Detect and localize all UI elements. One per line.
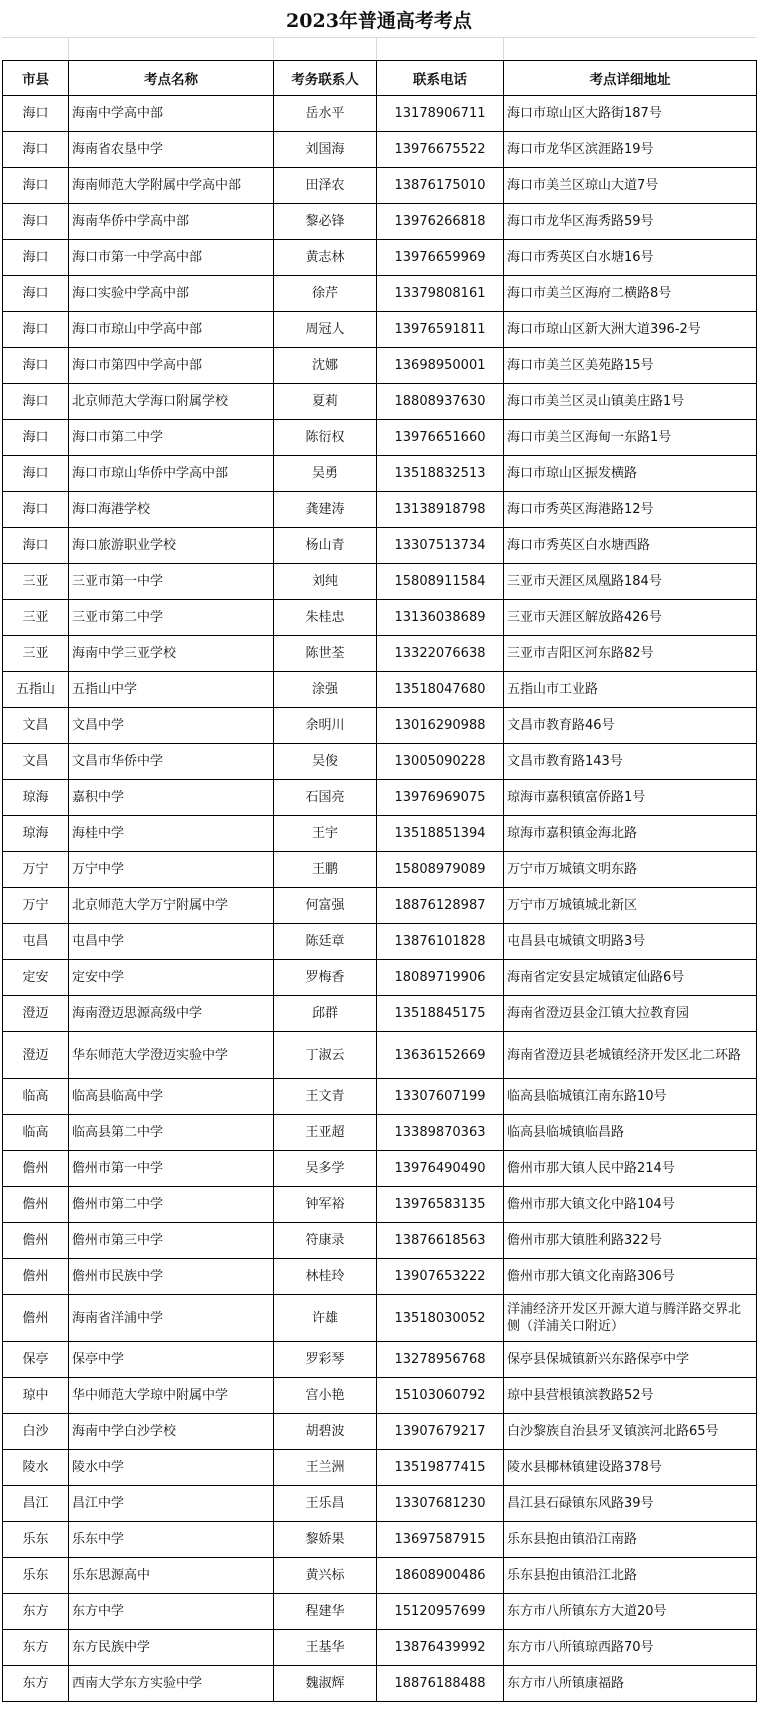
cell-contact[interactable]: 黎娇果 (274, 1522, 377, 1558)
cell-address[interactable]: 屯昌县屯城镇文明路3号 (504, 924, 757, 960)
cell-school[interactable]: 三亚市第一中学 (69, 564, 274, 600)
cell-phone[interactable]: 13136038689 (377, 600, 504, 636)
table-row (3, 564, 757, 600)
cell-school[interactable]: 保亭中学 (69, 1342, 274, 1378)
cell-school[interactable]: 临高县临高中学 (69, 1079, 274, 1115)
cell-city[interactable]: 琼海 (3, 780, 69, 816)
table-row (3, 1187, 757, 1223)
cell-contact[interactable]: 王文青 (274, 1079, 377, 1115)
table-row (3, 1450, 757, 1486)
cell-city[interactable]: 海口 (3, 96, 69, 132)
cell-address[interactable]: 海口市美兰区灵山镇美庄路1号 (504, 384, 757, 420)
cell-address[interactable]: 琼海市嘉积镇富侨路1号 (504, 780, 757, 816)
cell-school[interactable]: 海南中学白沙学校 (69, 1414, 274, 1450)
cell-school[interactable]: 海南师范大学附属中学高中部 (69, 168, 274, 204)
cell-school[interactable]: 乐东思源高中 (69, 1558, 274, 1594)
cell-address[interactable]: 临高县临城镇临昌路 (504, 1115, 757, 1151)
cell-address[interactable]: 儋州市那大镇人民中路214号 (504, 1151, 757, 1187)
cell-address[interactable]: 儋州市那大镇文化南路306号 (504, 1259, 757, 1295)
cell-contact[interactable]: 沈娜 (274, 348, 377, 384)
cell-contact[interactable]: 岳水平 (274, 96, 377, 132)
cell-contact[interactable]: 周冠人 (274, 312, 377, 348)
table-row (3, 888, 757, 924)
cell-city[interactable]: 五指山 (3, 672, 69, 708)
cell-city[interactable]: 三亚 (3, 636, 69, 672)
cell-address[interactable]: 海南省定安县定城镇定仙路6号 (504, 960, 757, 996)
cell-city[interactable]: 海口 (3, 168, 69, 204)
cell-phone[interactable]: 18808937630 (377, 384, 504, 420)
cell-address[interactable]: 保亭县保城镇新兴东路保亭中学 (504, 1342, 757, 1378)
cell-contact[interactable]: 林桂玲 (274, 1259, 377, 1295)
cell-phone[interactable]: 13876439992 (377, 1630, 504, 1666)
cell-phone[interactable]: 13976651660 (377, 420, 504, 456)
cell-contact[interactable]: 陈衍权 (274, 420, 377, 456)
cell-contact[interactable]: 朱桂忠 (274, 600, 377, 636)
cell-school[interactable]: 海南华侨中学高中部 (69, 204, 274, 240)
cell-city[interactable]: 海口 (3, 204, 69, 240)
cell-contact[interactable]: 丁淑云 (274, 1032, 377, 1079)
cell-phone[interactable]: 18089719906 (377, 960, 504, 996)
cell-address[interactable]: 海南省澄迈县老城镇经济开发区北二环路 (504, 1032, 757, 1079)
cell-school[interactable]: 华东师范大学澄迈实验中学 (69, 1032, 274, 1079)
cell-contact[interactable]: 钟军裕 (274, 1187, 377, 1223)
cell-phone[interactable]: 13976969075 (377, 780, 504, 816)
cell-phone[interactable]: 13005090228 (377, 744, 504, 780)
cell-school[interactable]: 海口市琼山华侨中学高中部 (69, 456, 274, 492)
cell-address[interactable]: 东方市八所镇东方大道20号 (504, 1594, 757, 1630)
cell-school[interactable]: 儋州市第二中学 (69, 1187, 274, 1223)
cell-school[interactable]: 东方民族中学 (69, 1630, 274, 1666)
cell-contact[interactable]: 许雄 (274, 1295, 377, 1342)
cell-address[interactable]: 文昌市教育路143号 (504, 744, 757, 780)
cell-address[interactable]: 海口市琼山区振发横路 (504, 456, 757, 492)
gridline (273, 38, 274, 60)
cell-phone[interactable]: 13976583135 (377, 1187, 504, 1223)
table-row (3, 1486, 757, 1522)
cell-contact[interactable]: 魏淑辉 (274, 1666, 377, 1702)
cell-contact[interactable]: 王乐昌 (274, 1486, 377, 1522)
cell-contact[interactable]: 吴多学 (274, 1151, 377, 1187)
cell-address[interactable]: 三亚市吉阳区河东路82号 (504, 636, 757, 672)
cell-school[interactable]: 乐东中学 (69, 1522, 274, 1558)
cell-address[interactable]: 儋州市那大镇胜利路322号 (504, 1223, 757, 1259)
cell-city[interactable]: 海口 (3, 348, 69, 384)
cell-contact[interactable]: 罗梅香 (274, 960, 377, 996)
cell-phone[interactable]: 18876128987 (377, 888, 504, 924)
header-phone: 联系电话 (377, 61, 504, 96)
cell-school[interactable]: 北京师范大学海口附属学校 (69, 384, 274, 420)
cell-contact[interactable]: 杨山青 (274, 528, 377, 564)
gridline (68, 38, 69, 60)
cell-school[interactable]: 华中师范大学琼中附属中学 (69, 1378, 274, 1414)
cell-city[interactable]: 海口 (3, 240, 69, 276)
cell-school[interactable]: 海口实验中学高中部 (69, 276, 274, 312)
cell-phone[interactable]: 13976490490 (377, 1151, 504, 1187)
cell-school[interactable]: 儋州市第一中学 (69, 1151, 274, 1187)
cell-address[interactable]: 琼海市嘉积镇金海北路 (504, 816, 757, 852)
cell-phone[interactable]: 15808979089 (377, 852, 504, 888)
cell-city[interactable]: 乐东 (3, 1522, 69, 1558)
table-row (3, 780, 757, 816)
cell-address[interactable]: 临高县临城镇江南东路10号 (504, 1079, 757, 1115)
cell-address[interactable]: 海口市秀英区海港路12号 (504, 492, 757, 528)
table-row (3, 96, 757, 132)
header-contact: 考务联系人 (274, 61, 377, 96)
cell-city[interactable]: 白沙 (3, 1414, 69, 1450)
table-row (3, 456, 757, 492)
cell-school[interactable]: 海南中学三亚学校 (69, 636, 274, 672)
cell-phone[interactable]: 13976659969 (377, 240, 504, 276)
cell-phone[interactable]: 18876188488 (377, 1666, 504, 1702)
cell-phone[interactable]: 13307513734 (377, 528, 504, 564)
cell-contact[interactable]: 王基华 (274, 1630, 377, 1666)
cell-address[interactable]: 三亚市天涯区解放路426号 (504, 600, 757, 636)
cell-contact[interactable]: 石国亮 (274, 780, 377, 816)
table-row (3, 672, 757, 708)
cell-phone[interactable]: 13138918798 (377, 492, 504, 528)
table-row (3, 924, 757, 960)
cell-school[interactable]: 北京师范大学万宁附属中学 (69, 888, 274, 924)
cell-phone[interactable]: 15103060792 (377, 1378, 504, 1414)
cell-contact[interactable]: 吴勇 (274, 456, 377, 492)
cell-contact[interactable]: 田泽农 (274, 168, 377, 204)
cell-school[interactable]: 海南省农垦中学 (69, 132, 274, 168)
header-address: 考点详细地址 (504, 61, 757, 96)
cell-contact[interactable]: 黎必锋 (274, 204, 377, 240)
cell-address[interactable]: 海口市美兰区美苑路15号 (504, 348, 757, 384)
cell-phone[interactable]: 13907653222 (377, 1259, 504, 1295)
cell-contact[interactable]: 黄兴标 (274, 1558, 377, 1594)
cell-city[interactable]: 儋州 (3, 1295, 69, 1342)
cell-contact[interactable]: 吴俊 (274, 744, 377, 780)
cell-city[interactable]: 陵水 (3, 1450, 69, 1486)
cell-phone[interactable]: 13518047680 (377, 672, 504, 708)
cell-address[interactable]: 海口市龙华区滨涯路19号 (504, 132, 757, 168)
table-row (3, 1295, 757, 1342)
cell-phone[interactable]: 13178906711 (377, 96, 504, 132)
table-row (3, 1594, 757, 1630)
cell-contact[interactable]: 邱群 (274, 996, 377, 1032)
cell-phone[interactable]: 13976266818 (377, 204, 504, 240)
cell-contact[interactable]: 黄志林 (274, 240, 377, 276)
cell-city[interactable]: 澄迈 (3, 1032, 69, 1079)
cell-school[interactable]: 三亚市第二中学 (69, 600, 274, 636)
cell-address[interactable]: 文昌市教育路46号 (504, 708, 757, 744)
table-row (3, 1079, 757, 1115)
cell-school[interactable]: 东方中学 (69, 1594, 274, 1630)
cell-school[interactable]: 海口旅游职业学校 (69, 528, 274, 564)
cell-school[interactable]: 陵水中学 (69, 1450, 274, 1486)
cell-city[interactable]: 海口 (3, 132, 69, 168)
table-row (3, 996, 757, 1032)
cell-phone[interactable]: 13518832513 (377, 456, 504, 492)
cell-city[interactable]: 文昌 (3, 708, 69, 744)
table-row (3, 1666, 757, 1702)
cell-phone[interactable]: 13518845175 (377, 996, 504, 1032)
cell-city[interactable]: 临高 (3, 1079, 69, 1115)
cell-contact[interactable]: 王鹏 (274, 852, 377, 888)
cell-city[interactable]: 保亭 (3, 1342, 69, 1378)
cell-address[interactable]: 乐东县抱由镇沿江南路 (504, 1522, 757, 1558)
cell-school[interactable]: 定安中学 (69, 960, 274, 996)
cell-address[interactable]: 海口市秀英区白水塘西路 (504, 528, 757, 564)
cell-phone[interactable]: 13976675522 (377, 132, 504, 168)
cell-address[interactable]: 万宁市万城镇文明东路 (504, 852, 757, 888)
table-row (3, 636, 757, 672)
cell-city[interactable]: 琼海 (3, 816, 69, 852)
cell-phone[interactable]: 13876101828 (377, 924, 504, 960)
table-row (3, 1259, 757, 1295)
table-row (3, 240, 757, 276)
cell-contact[interactable]: 涂强 (274, 672, 377, 708)
cell-phone[interactable]: 13518030052 (377, 1295, 504, 1342)
cell-school[interactable]: 文昌中学 (69, 708, 274, 744)
cell-school[interactable]: 文昌市华侨中学 (69, 744, 274, 780)
cell-city[interactable]: 海口 (3, 384, 69, 420)
cell-phone[interactable]: 13389870363 (377, 1115, 504, 1151)
table-row (3, 600, 757, 636)
cell-city[interactable]: 东方 (3, 1630, 69, 1666)
table-row (3, 1032, 757, 1079)
gridline (376, 38, 377, 60)
cell-school[interactable]: 万宁中学 (69, 852, 274, 888)
table-row (3, 384, 757, 420)
cell-address[interactable]: 海口市琼山区新大洲大道396-2号 (504, 312, 757, 348)
table-row (3, 1558, 757, 1594)
cell-contact[interactable]: 程建华 (274, 1594, 377, 1630)
cell-city[interactable]: 琼中 (3, 1378, 69, 1414)
cell-city[interactable]: 海口 (3, 456, 69, 492)
cell-phone[interactable]: 13976591811 (377, 312, 504, 348)
cell-contact[interactable]: 刘国海 (274, 132, 377, 168)
cell-address[interactable]: 海南省澄迈县金江镇大拉教育园 (504, 996, 757, 1032)
cell-contact[interactable]: 王亚超 (274, 1115, 377, 1151)
cell-phone[interactable]: 13518851394 (377, 816, 504, 852)
table-row (3, 816, 757, 852)
cell-phone[interactable]: 13307681230 (377, 1486, 504, 1522)
table-row (3, 1115, 757, 1151)
cell-school[interactable]: 海南澄迈思源高级中学 (69, 996, 274, 1032)
cell-address[interactable]: 东方市八所镇琼西路70号 (504, 1630, 757, 1666)
table-row (3, 1378, 757, 1414)
table-row (3, 528, 757, 564)
cell-school[interactable]: 嘉积中学 (69, 780, 274, 816)
cell-city[interactable]: 东方 (3, 1594, 69, 1630)
cell-contact[interactable]: 王宇 (274, 816, 377, 852)
cell-school[interactable]: 海南省洋浦中学 (69, 1295, 274, 1342)
cell-city[interactable]: 乐东 (3, 1558, 69, 1594)
table-row (3, 1522, 757, 1558)
cell-address[interactable]: 海口市美兰区海甸一东路1号 (504, 420, 757, 456)
cell-phone[interactable]: 15120957699 (377, 1594, 504, 1630)
cell-phone[interactable]: 13907679217 (377, 1414, 504, 1450)
cell-city[interactable]: 万宁 (3, 888, 69, 924)
table-row (3, 492, 757, 528)
table-row (3, 708, 757, 744)
cell-address[interactable]: 琼中县营根镇滨教路52号 (504, 1378, 757, 1414)
cell-contact[interactable]: 胡碧波 (274, 1414, 377, 1450)
cell-address[interactable]: 海口市秀英区白水塘16号 (504, 240, 757, 276)
cell-address[interactable]: 洋浦经济开发区开源大道与腾洋路交界北侧（洋浦关口附近） (504, 1295, 757, 1342)
cell-phone[interactable]: 18608900486 (377, 1558, 504, 1594)
cell-city[interactable]: 儋州 (3, 1187, 69, 1223)
cell-contact[interactable]: 陈廷章 (274, 924, 377, 960)
cell-phone[interactable]: 13876175010 (377, 168, 504, 204)
cell-city[interactable]: 万宁 (3, 852, 69, 888)
cell-phone[interactable]: 13322076638 (377, 636, 504, 672)
blank-row (2, 38, 756, 61)
cell-school[interactable]: 西南大学东方实验中学 (69, 1666, 274, 1702)
cell-address[interactable]: 万宁市万城镇城北新区 (504, 888, 757, 924)
cell-address[interactable]: 乐东县抱由镇沿江北路 (504, 1558, 757, 1594)
cell-phone[interactable]: 13876618563 (377, 1223, 504, 1259)
cell-city[interactable]: 海口 (3, 276, 69, 312)
gridline (503, 38, 504, 60)
exam-sites-table (2, 60, 757, 1702)
table-row (3, 1223, 757, 1259)
cell-city[interactable]: 儋州 (3, 1151, 69, 1187)
table-row (3, 420, 757, 456)
cell-city[interactable]: 海口 (3, 528, 69, 564)
table-row (3, 348, 757, 384)
sheet-title: 2023年普通高考考点 (2, 2, 756, 38)
cell-city[interactable]: 三亚 (3, 600, 69, 636)
cell-school[interactable]: 海桂中学 (69, 816, 274, 852)
cell-phone[interactable]: 13636152669 (377, 1032, 504, 1079)
cell-school[interactable]: 临高县第二中学 (69, 1115, 274, 1151)
cell-address[interactable]: 海口市美兰区琼山大道7号 (504, 168, 757, 204)
table-row (3, 1630, 757, 1666)
cell-city[interactable]: 文昌 (3, 744, 69, 780)
table-row (3, 960, 757, 996)
cell-phone[interactable]: 13307607199 (377, 1079, 504, 1115)
table-row (3, 312, 757, 348)
table-row (3, 1414, 757, 1450)
cell-city[interactable]: 定安 (3, 960, 69, 996)
cell-school[interactable]: 海口市第一中学高中部 (69, 240, 274, 276)
cell-contact[interactable]: 宫小艳 (274, 1378, 377, 1414)
cell-phone[interactable]: 13519877415 (377, 1450, 504, 1486)
cell-city[interactable]: 儋州 (3, 1223, 69, 1259)
cell-address[interactable]: 东方市八所镇康福路 (504, 1666, 757, 1702)
cell-address[interactable]: 儋州市那大镇文化中路104号 (504, 1187, 757, 1223)
cell-address[interactable]: 陵水县椰林镇建设路378号 (504, 1450, 757, 1486)
cell-phone[interactable]: 13278956768 (377, 1342, 504, 1378)
cell-address[interactable]: 海口市龙华区海秀路59号 (504, 204, 757, 240)
cell-address[interactable]: 海口市美兰区海府二横路8号 (504, 276, 757, 312)
cell-school[interactable]: 屯昌中学 (69, 924, 274, 960)
table-row (3, 132, 757, 168)
cell-school[interactable]: 儋州市第三中学 (69, 1223, 274, 1259)
cell-phone[interactable]: 13379808161 (377, 276, 504, 312)
table-row (3, 852, 757, 888)
table-header-row (3, 61, 757, 96)
cell-contact[interactable]: 罗彩琴 (274, 1342, 377, 1378)
table-row (3, 1151, 757, 1187)
cell-contact[interactable]: 龚建涛 (274, 492, 377, 528)
cell-city[interactable]: 东方 (3, 1666, 69, 1702)
cell-address[interactable]: 海口市琼山区大路街187号 (504, 96, 757, 132)
cell-phone[interactable]: 13697587915 (377, 1522, 504, 1558)
cell-phone[interactable]: 13698950001 (377, 348, 504, 384)
cell-contact[interactable]: 陈世荃 (274, 636, 377, 672)
cell-city[interactable]: 海口 (3, 312, 69, 348)
cell-school[interactable]: 儋州市民族中学 (69, 1259, 274, 1295)
cell-city[interactable]: 澄迈 (3, 996, 69, 1032)
cell-city[interactable]: 临高 (3, 1115, 69, 1151)
cell-contact[interactable]: 徐芹 (274, 276, 377, 312)
cell-school[interactable]: 海口市琼山中学高中部 (69, 312, 274, 348)
table-row (3, 744, 757, 780)
cell-school[interactable]: 昌江中学 (69, 1486, 274, 1522)
table-row (3, 1342, 757, 1378)
cell-contact[interactable]: 夏莉 (274, 384, 377, 420)
header-city: 市县 (3, 61, 69, 96)
header-school: 考点名称 (69, 61, 274, 96)
cell-school[interactable]: 海南中学高中部 (69, 96, 274, 132)
cell-city[interactable]: 儋州 (3, 1259, 69, 1295)
table-row (3, 276, 757, 312)
cell-school[interactable]: 海口海港学校 (69, 492, 274, 528)
cell-contact[interactable]: 王兰洲 (274, 1450, 377, 1486)
cell-address[interactable]: 五指山市工业路 (504, 672, 757, 708)
cell-phone[interactable]: 15808911584 (377, 564, 504, 600)
cell-city[interactable]: 屯昌 (3, 924, 69, 960)
cell-contact[interactable]: 余明川 (274, 708, 377, 744)
cell-city[interactable]: 昌江 (3, 1486, 69, 1522)
cell-address[interactable]: 白沙黎族自治县牙叉镇滨河北路65号 (504, 1414, 757, 1450)
cell-school[interactable]: 海口市第四中学高中部 (69, 348, 274, 384)
cell-contact[interactable]: 符康录 (274, 1223, 377, 1259)
table-row (3, 204, 757, 240)
cell-city[interactable]: 三亚 (3, 564, 69, 600)
cell-school[interactable]: 五指山中学 (69, 672, 274, 708)
cell-address[interactable]: 三亚市天涯区凤凰路184号 (504, 564, 757, 600)
cell-contact[interactable]: 何富强 (274, 888, 377, 924)
cell-phone[interactable]: 13016290988 (377, 708, 504, 744)
table-row (3, 168, 757, 204)
cell-city[interactable]: 海口 (3, 492, 69, 528)
cell-school[interactable]: 海口市第二中学 (69, 420, 274, 456)
cell-address[interactable]: 昌江县石碌镇东风路39号 (504, 1486, 757, 1522)
cell-city[interactable]: 海口 (3, 420, 69, 456)
cell-contact[interactable]: 刘纯 (274, 564, 377, 600)
